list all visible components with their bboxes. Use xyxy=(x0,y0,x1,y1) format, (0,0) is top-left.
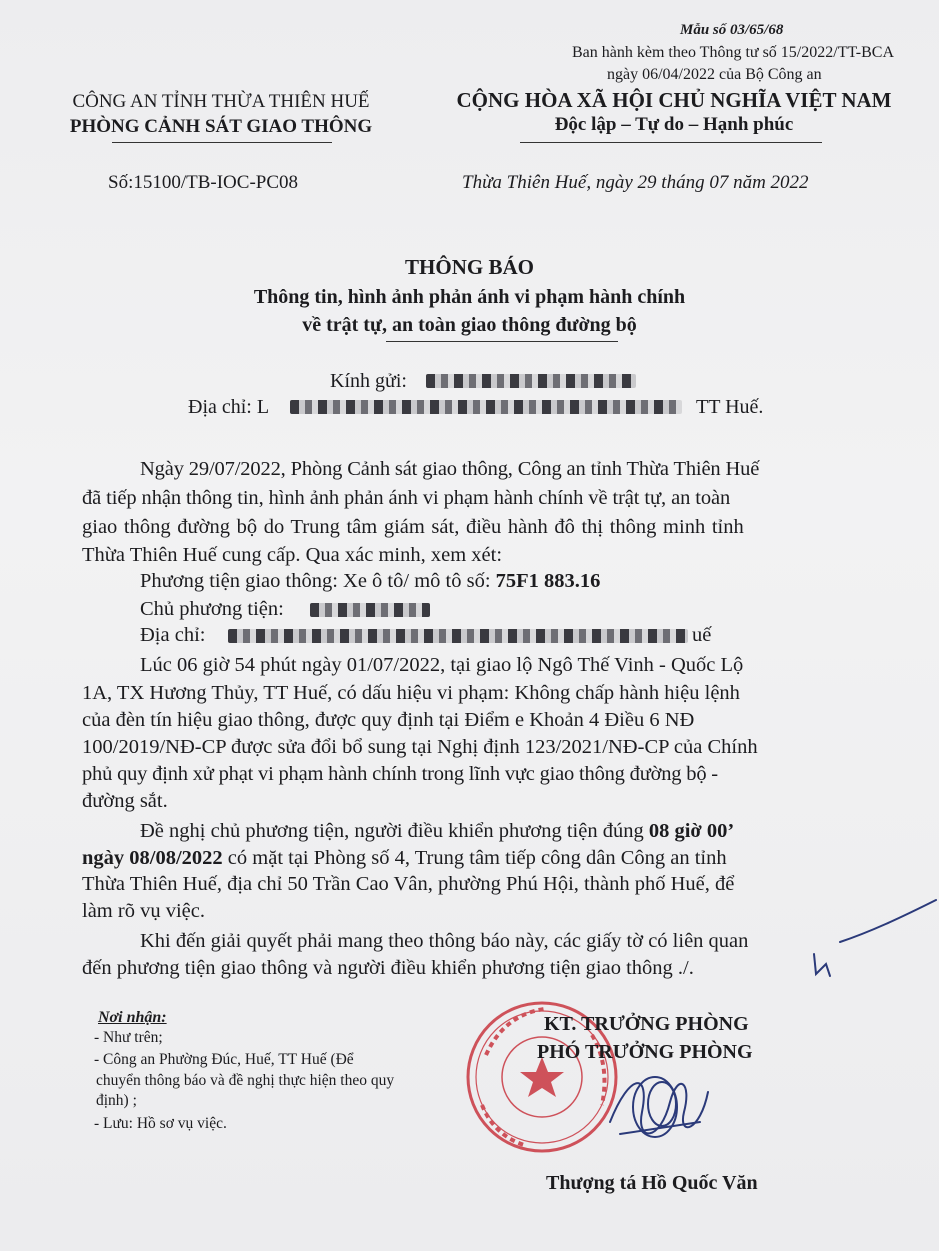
address-tail: TT Huế. xyxy=(696,396,764,418)
owner-address-tail: uế xyxy=(692,624,712,646)
org-underline xyxy=(112,142,332,143)
recipient-line: chuyển thông báo và đề nghị thực hiện theo quy xyxy=(96,1072,395,1089)
recipient-line: định) ; xyxy=(96,1092,137,1109)
violation-line: Lúc 06 giờ 54 phút ngày 01/07/2022, tại giao lộ Ngô Thế Vinh - Quốc Lộ xyxy=(140,654,744,676)
signature-title-1: KT. TRƯỞNG PHÒNG xyxy=(544,1013,749,1035)
appointment-time: 08 giờ 00’ xyxy=(648,820,735,842)
violation-line: 100/2019/NĐ-CP được sửa đổi bổ sung tại Nghị định 123/2021/NĐ-CP của Chính xyxy=(82,736,758,758)
violation-line: đường sắt. xyxy=(82,790,168,812)
request-line xyxy=(140,820,734,843)
closing-line: đến phương tiện giao thông và người điều khiển phương tiện giao thông ./. xyxy=(82,957,694,979)
issued-by-line-1: Ban hành kèm theo Thông tư số 15/2022/TT-BCA xyxy=(572,44,894,61)
redacted-owner xyxy=(310,603,430,617)
violation-line: của đèn tín hiệu giao thông, được quy định tại Điểm e Khoản 4 Điều 6 NĐ xyxy=(82,709,695,731)
violation-line: 1A, TX Hương Thủy, TT Huế, có dấu hiệu vi phạm: Không chấp hành hiệu lệnh xyxy=(82,682,740,704)
document-subtitle-1: Thông tin, hình ảnh phản ánh vi phạm hành chính xyxy=(253,286,686,308)
handwritten-signature xyxy=(600,1052,720,1152)
recipients-title: Nơi nhận: xyxy=(98,1009,167,1026)
vehicle-label: Phương tiện giao thông: Xe ô tô/ mô tô số: xyxy=(140,570,496,592)
request-line: Thừa Thiên Huế, địa chỉ 50 Trần Cao Vân, phường Phú Hội, thành phố Huế, để xyxy=(82,873,735,895)
body-line: đã tiếp nhận thông tin, hình ảnh phản ánh vi phạm hành chính về trật tự, an toàn xyxy=(82,487,731,509)
recipient-line: - Lưu: Hồ sơ vụ việc. xyxy=(94,1115,227,1132)
organization-name: CÔNG AN TỈNH THỪA THIÊN HUẾ xyxy=(72,91,370,112)
owner-label: Chủ phương tiện: xyxy=(140,598,284,620)
appointment-date: ngày 08/08/2022 xyxy=(82,847,223,869)
violation-line: phủ quy định xử phạt vi phạm hành chính trong lĩnh vực giao thông đường bộ - xyxy=(82,763,718,785)
document-subtitle-2: về trật tự, an toàn giao thông đường bộ xyxy=(302,314,637,336)
national-motto: Độc lập – Tự do – Hạnh phúc xyxy=(554,114,794,135)
body-line: giao thông đường bộ do Trung tâm giám sát, điều hành đô thị thông minh tỉnh xyxy=(82,516,744,538)
address-label: Địa chỉ: L xyxy=(188,396,270,418)
body-line: Thừa Thiên Huế cung cấp. Qua xác minh, xem xét: xyxy=(82,544,503,566)
request-text: có mặt tại Phòng số 4, Trung tâm tiếp công dân Công an tỉnh xyxy=(222,847,727,869)
addressee-label: Kính gửi: xyxy=(330,370,407,392)
recipient-line: - Công an Phường Đúc, Huế, TT Huế (Để xyxy=(94,1051,354,1068)
national-title: CỘNG HÒA XÃ HỘI CHỦ NGHĨA VIỆT NAM xyxy=(456,88,892,112)
redacted-address xyxy=(290,400,682,414)
pen-mark xyxy=(740,888,939,988)
signer-name: Thượng tá Hồ Quốc Văn xyxy=(546,1172,758,1194)
redacted-addressee xyxy=(426,374,636,388)
issued-by-line-2: ngày 06/04/2022 của Bộ Công an xyxy=(607,66,822,83)
body-line: Ngày 29/07/2022, Phòng Cảnh sát giao thông, Công an tỉnh Thừa Thiên Huế xyxy=(140,458,760,480)
request-text: Đề nghị chủ phương tiện, người điều khiển phương tiện đúng xyxy=(140,820,649,842)
vehicle-line xyxy=(140,570,600,593)
license-plate: 75F1 883.16 xyxy=(495,570,601,592)
signature-title-2: PHÓ TRƯỞNG PHÒNG xyxy=(537,1041,753,1063)
request-line: làm rõ vụ việc. xyxy=(82,900,205,922)
subtitle-underline xyxy=(386,341,618,342)
document-number: Số:15100/TB-IOC-PC08 xyxy=(108,172,299,193)
owner-address-label: Địa chỉ: xyxy=(140,624,206,646)
place-date: Thừa Thiên Huế, ngày 29 tháng 07 năm 2022 xyxy=(462,172,809,193)
motto-underline xyxy=(520,142,822,143)
document-title: THÔNG BÁO xyxy=(405,255,534,279)
closing-line: Khi đến giải quyết phải mang theo thông báo này, các giấy tờ có liên quan xyxy=(140,930,749,952)
recipient-line: - Như trên; xyxy=(94,1029,163,1046)
redacted-owner-address xyxy=(228,629,688,643)
form-number: Mẫu số 03/65/68 xyxy=(680,22,784,38)
request-line xyxy=(82,847,727,870)
department-name: PHÒNG CẢNH SÁT GIAO THÔNG xyxy=(69,116,373,137)
